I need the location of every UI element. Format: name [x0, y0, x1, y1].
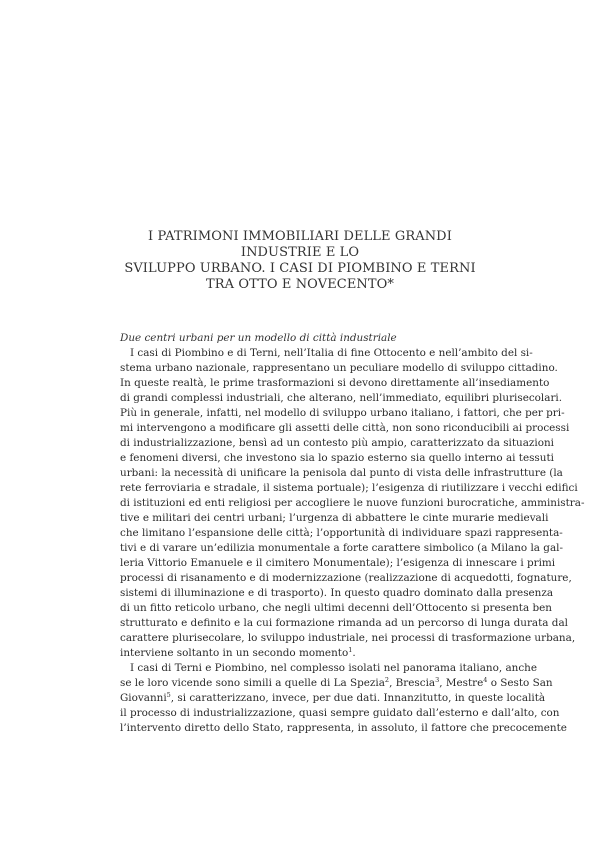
paragraph-line: carattere plurisecolare, lo sviluppo industriale, nei processi di trasformazione urbana,: [120, 632, 576, 644]
paragraph-line: sistemi di illuminazione e di trasporto). In questo quadro dominato dalla presenza: [120, 587, 554, 599]
paragraph-line: mi intervengono a modificare gli assetti delle città, non sono riconducibili ai processi: [120, 422, 570, 434]
paragraph-line: urbani: la necessità di unificare la penisola dal punto di vista delle infrastrutture (la: [120, 467, 563, 479]
paragraph-line: che limitano l’espansione delle città; l’opportunità di individuare spazi rappresenta-: [120, 527, 563, 539]
paragraph-text: , Mestre: [439, 677, 484, 689]
paragraph-line: [120, 646, 492, 661]
paragraph-line: l’intervento diretto dello Stato, rappresenta, in assoluto, il fattore che precocemente: [120, 722, 567, 734]
paragraph-line: leria Vittorio Emanuele e il cimitero Monumentale); l’esigenza di innescare i primi: [120, 557, 556, 569]
paragraph-text: se le loro vicende sono simili a quelle di La Spezia: [120, 677, 385, 689]
chapter-title: [110, 229, 490, 293]
section-heading: Due centri urbani per un modello di città industriale: [120, 332, 397, 344]
paragraph-line: In queste realtà, le prime trasformazioni si devono direttamente all’insediamento: [120, 377, 550, 389]
chapter-title-line: SVILUPPO URBANO. I CASI DI PIOMBINO E TERNI: [124, 261, 476, 276]
paragraph-text: .: [352, 647, 356, 659]
footnote-ref[interactable]: 3: [435, 676, 440, 684]
paragraph-line: processi di risanamento e di modernizzazione (realizzazione di acquedotti, fognature,: [120, 572, 572, 584]
footnote-ref[interactable]: 5: [166, 691, 171, 699]
paragraph-line: Più in generale, infatti, nel modello di sviluppo urbano italiano, i fattori, che per pri-: [120, 407, 565, 419]
paragraph-line: strutturato e definito e la cui formazione rimanda ad un percorso di lunga durata dal: [120, 617, 568, 629]
paragraph-line: I casi di Piombino e di Terni, nell’Italia di fine Ottocento e nell’ambito del si-: [130, 347, 533, 359]
paragraph-line: il processo di industrializzazione, quasi sempre guidato dall’esterno e dall’alto, con: [120, 707, 560, 719]
paragraph-line: tivi e di varare un’edilizia monumentale a forte carattere simbolico (a Milano la gal-: [120, 542, 563, 554]
paragraph-line: di industrializzazione, bensì ad un contesto più ampio, caratterizzato da situazioni: [120, 437, 554, 449]
footnote-ref[interactable]: 2: [384, 676, 390, 684]
paragraph-text: o Sesto San: [487, 677, 553, 689]
paragraph-line: rete ferroviaria e stradale, il sistema portuale); l’esigenza di riutilizzare i vecchi edifici: [120, 482, 578, 494]
chapter-title-line: I PATRIMONI IMMOBILIARI DELLE GRANDI INDUSTRIE E LO: [148, 229, 452, 260]
chapter-title-line: TRA OTTO E NOVECENTO*: [205, 277, 395, 292]
paragraph-line: stema urbano nazionale, rappresentano un peculiare modello di sviluppo cittadino.: [120, 362, 558, 374]
paragraph-line: di grandi complessi industriali, che alterano, nell’immediato, equilibri plurisecolari.: [120, 392, 563, 404]
paragraph-line: di istituzioni ed enti religiosi per accogliere le nuove funzioni burocratiche, amministra-: [120, 497, 585, 509]
footnote-ref[interactable]: 4: [483, 676, 488, 684]
paragraph-line: [120, 676, 553, 691]
paragraph-line: [120, 691, 546, 706]
paragraph-text: , si caratterizzano, invece, per due dati. Innanzitutto, in queste località: [170, 692, 546, 704]
paragraph-text: Giovanni: [120, 692, 167, 704]
paragraph-text: interviene soltanto in un secondo momento: [120, 647, 349, 659]
paragraph-line: tive e militari dei centri urbani; l’urgenza di abbattere le cinte murarie medievali: [120, 512, 549, 524]
footnote-ref[interactable]: 1: [348, 646, 353, 654]
paragraph-text: , Brescia: [389, 677, 436, 689]
paragraph-line: e fenomeni diversi, che investono sia lo spazio esterno sia quello interno ai tessuti: [120, 452, 554, 464]
paragraph-line: I casi di Terni e Piombino, nel complesso isolati nel panorama italiano, anche: [130, 662, 537, 674]
paragraph-line: di un fitto reticolo urbano, che negli ultimi decenni dell’Ottocento si presenta ben: [120, 602, 552, 614]
